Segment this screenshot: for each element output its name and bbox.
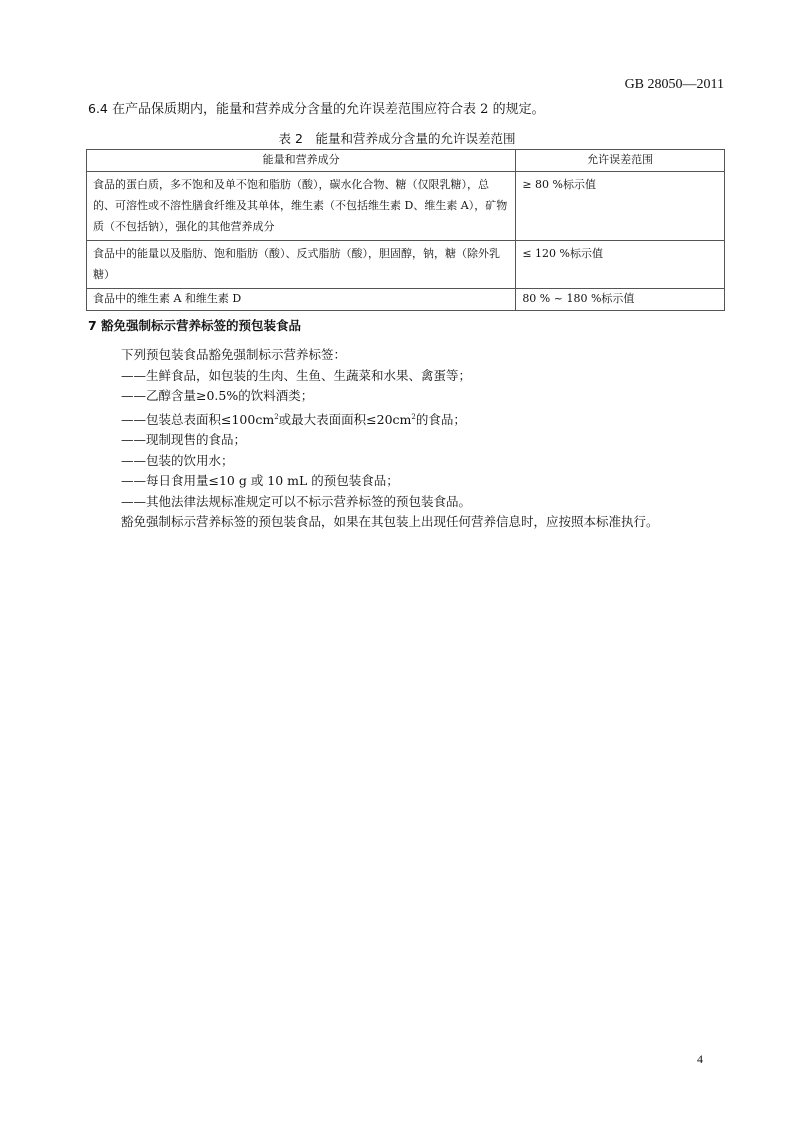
list-item: ——现制现售的食品； [121,432,247,447]
clause-text: 在产品保质期内，能量和营养成分含量的允许误差范围应符合表 2 的规定。 [112,102,545,117]
page-number: 4 [697,1052,703,1066]
cell-component: 食品中的能量以及脂肪、饱和脂肪（酸）、反式脂肪（酸），胆固醇，钠，糖（除外乳糖） [87,241,516,289]
column-header-tolerance: 允许误差范围 [516,150,725,172]
list-item [121,407,659,431]
closing-paragraph: 豁免强制标示营养标签的预包装食品，如果在其包装上出现任何营养信息时，应按照本标准执行。 [121,514,659,529]
item-text: ——包装总表面积≤100cm [121,411,275,427]
list-item: ——生鲜食品，如包装的生肉、生鱼、生蔬菜和水果、禽蛋等； [121,367,472,383]
section-7-body [121,345,659,533]
table-row [87,289,725,311]
cell-tolerance: ≥ 80 %标示值 [516,172,725,241]
clause-6-4 [88,98,545,117]
column-header-component: 能量和营养成分 [87,150,516,172]
table-header-row [87,150,725,172]
superscript: 2 [411,412,416,421]
section-7-heading: 7 豁免强制标示营养标签的预包装食品 [88,318,302,333]
standard-number: GB 28050—2011 [624,77,724,92]
list-item: ——每日食用量≤10 g 或 10 mL 的预包装食品； [121,473,399,488]
table-row [87,241,725,289]
cell-component: 食品的蛋白质，多不饱和及单不饱和脂肪（酸），碳水化合物、糖（仅限乳糖），总的、可溶性或不溶性膳食纤维及其单体，维生素（不包括维生素 D、维生素 A），矿物质（不包括钠），强化的其他营养成分 [87,172,516,241]
cell-tolerance: ≤ 120 %标示值 [516,241,725,289]
tolerance-table [86,149,725,311]
table-title: 表 2 能量和营养成分含量的允许误差范围 [278,131,516,146]
table-row [87,172,725,241]
cell-component: 食品中的维生素 A 和维生素 D [87,289,516,311]
list-item: ——其他法律法规标准规定可以不标示营养标签的预包装食品。 [121,493,472,509]
cell-tolerance: 80 % ~ 180 %标示值 [516,289,725,311]
item-text: 的食品； [415,411,466,427]
intro-line: 下列预包装食品豁免强制标示营养标签： [121,347,347,362]
list-item: ——包装的饮用水； [121,452,234,468]
clause-number: 6.4 [88,101,108,116]
superscript: 2 [274,412,279,421]
item-text: 或最大表面面积≤20cm [278,411,412,427]
list-item: ——乙醇含量≥0.5%的饮料酒类； [121,388,314,403]
